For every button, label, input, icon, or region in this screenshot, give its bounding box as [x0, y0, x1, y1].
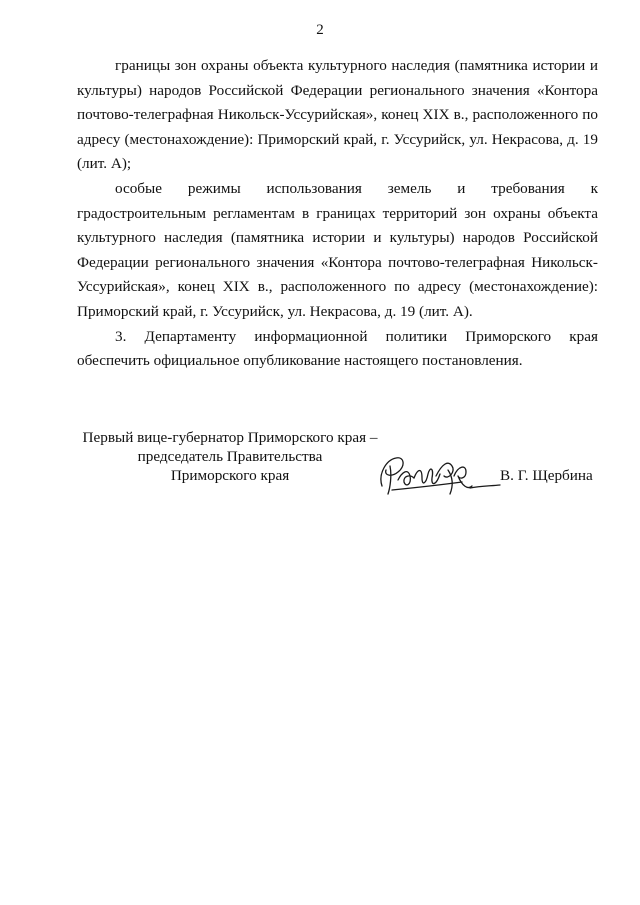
paragraph-protection-zone-boundaries: границы зон охраны объекта культурного наследия (памятника истории и культуры) народов Российской Федерации регионального значения «Контора почтово-телеграфная Никольск-Уссурийская», конец XIX в., расположенного по адресу (местонахождение): Приморский край, г. Уссурийск, ул. Некрасова, д. 19 (лит. А);	[77, 57, 598, 173]
signatory-title-line: председатель Правительства	[137, 448, 323, 465]
page-number: 2	[316, 22, 324, 38]
paragraph-publication-order: 3. Департаменту информационной политики Приморского края обеспечить официальное опубликование настоящего постановления.	[77, 327, 598, 370]
handwritten-signature	[372, 446, 502, 502]
signatory-name: В. Г. Щербина	[500, 467, 593, 484]
signatory-title-line: Приморского края	[170, 467, 290, 484]
signatory-title	[70, 428, 390, 485]
signatory-title-line: Первый вице-губернатор Приморского края –	[82, 429, 378, 446]
signature-block	[0, 428, 640, 508]
document-body	[77, 54, 598, 374]
paragraph-land-use-regimes: особые режимы использования земель и требования к градостроительным регламентам в границах территорий зон охраны объекта культурного наследия (памятника истории и культуры) народов Российской Федерации регионального значения «Контора почтово-телеграфная Никольск-Уссурийская», конец XIX в., расположенного по адресу (местонахождение): Приморский край, г. Уссурийск, ул. Некрасова, д. 19 (лит. А).	[77, 179, 598, 320]
